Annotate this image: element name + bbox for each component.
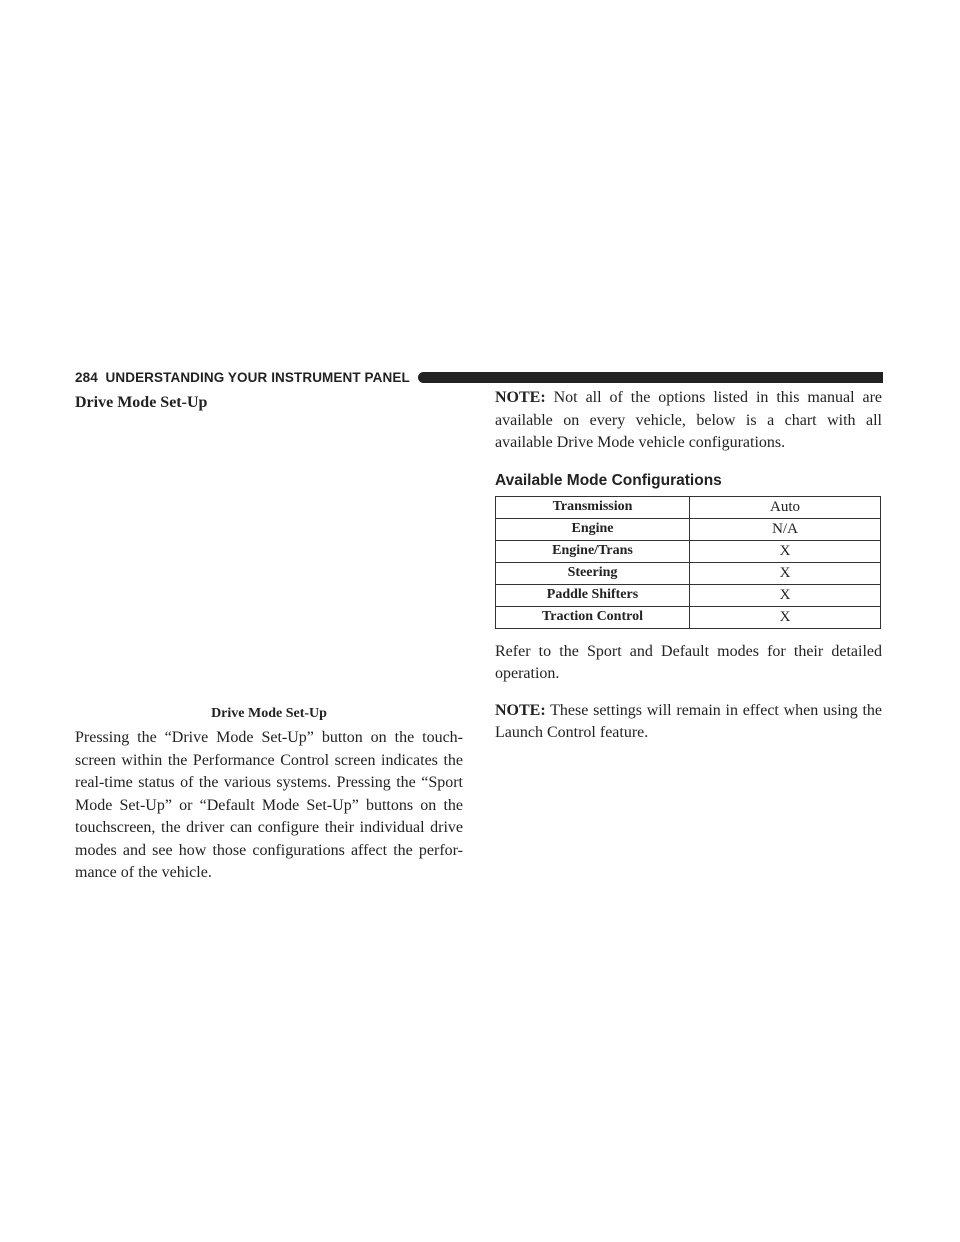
row-label: Engine/Trans <box>496 540 690 562</box>
mode-config-table <box>495 496 881 629</box>
right-column <box>495 387 882 745</box>
row-value: X <box>690 584 881 606</box>
row-label: Transmission <box>496 496 690 518</box>
row-label: Traction Control <box>496 606 690 628</box>
note-text: These settings will remain in effect when using the Launch Control feature. <box>495 701 882 741</box>
row-value: N/A <box>690 518 881 540</box>
row-label: Steering <box>496 562 690 584</box>
table-row <box>496 562 881 584</box>
note-label: NOTE: <box>495 701 546 719</box>
figure-placeholder <box>75 413 463 705</box>
table-row <box>496 496 881 518</box>
refer-paragraph: Refer to the Sport and Default modes for their detailed operation. <box>495 642 882 682</box>
header-rule <box>418 372 883 383</box>
note-text: Not all of the options listed in this manual are available on every vehicle, below is a chart with all available Drive Mode vehicle configurations. <box>495 389 882 451</box>
table-heading: Available Mode Configurations <box>495 471 722 489</box>
table-row <box>496 518 881 540</box>
row-label: Engine <box>496 518 690 540</box>
note-paragraph-2 <box>495 700 882 745</box>
table-row <box>496 540 881 562</box>
page-header <box>75 369 883 385</box>
note-label: NOTE: <box>495 389 546 406</box>
table-row <box>496 606 881 628</box>
row-value: X <box>690 540 881 562</box>
figure-caption: Drive Mode Set-Up <box>211 706 327 721</box>
row-value: Auto <box>690 496 881 518</box>
row-label: Paddle Shifters <box>496 584 690 606</box>
body-paragraph: Pressing the “Drive Mode Set-Up” button on the touch-screen within the Performance Control screen indicates the real-time status of the various systems. Pressing the “Sport Mode Set-Up” or “Default Mode Set-Up” buttons on the touchscreen, the driver can configure their individual drive modes and see how those configurations affect the perfor-mance of the vehicle. <box>75 729 463 881</box>
section-title: UNDERSTANDING YOUR INSTRUMENT PANEL <box>105 369 410 385</box>
row-value: X <box>690 562 881 584</box>
left-column <box>75 393 463 885</box>
header-text <box>75 370 410 385</box>
row-value: X <box>690 606 881 628</box>
table-row <box>496 584 881 606</box>
page-number: 284 <box>75 369 98 385</box>
section-heading: Drive Mode Set-Up <box>75 394 208 411</box>
note-paragraph-1 <box>495 387 882 455</box>
